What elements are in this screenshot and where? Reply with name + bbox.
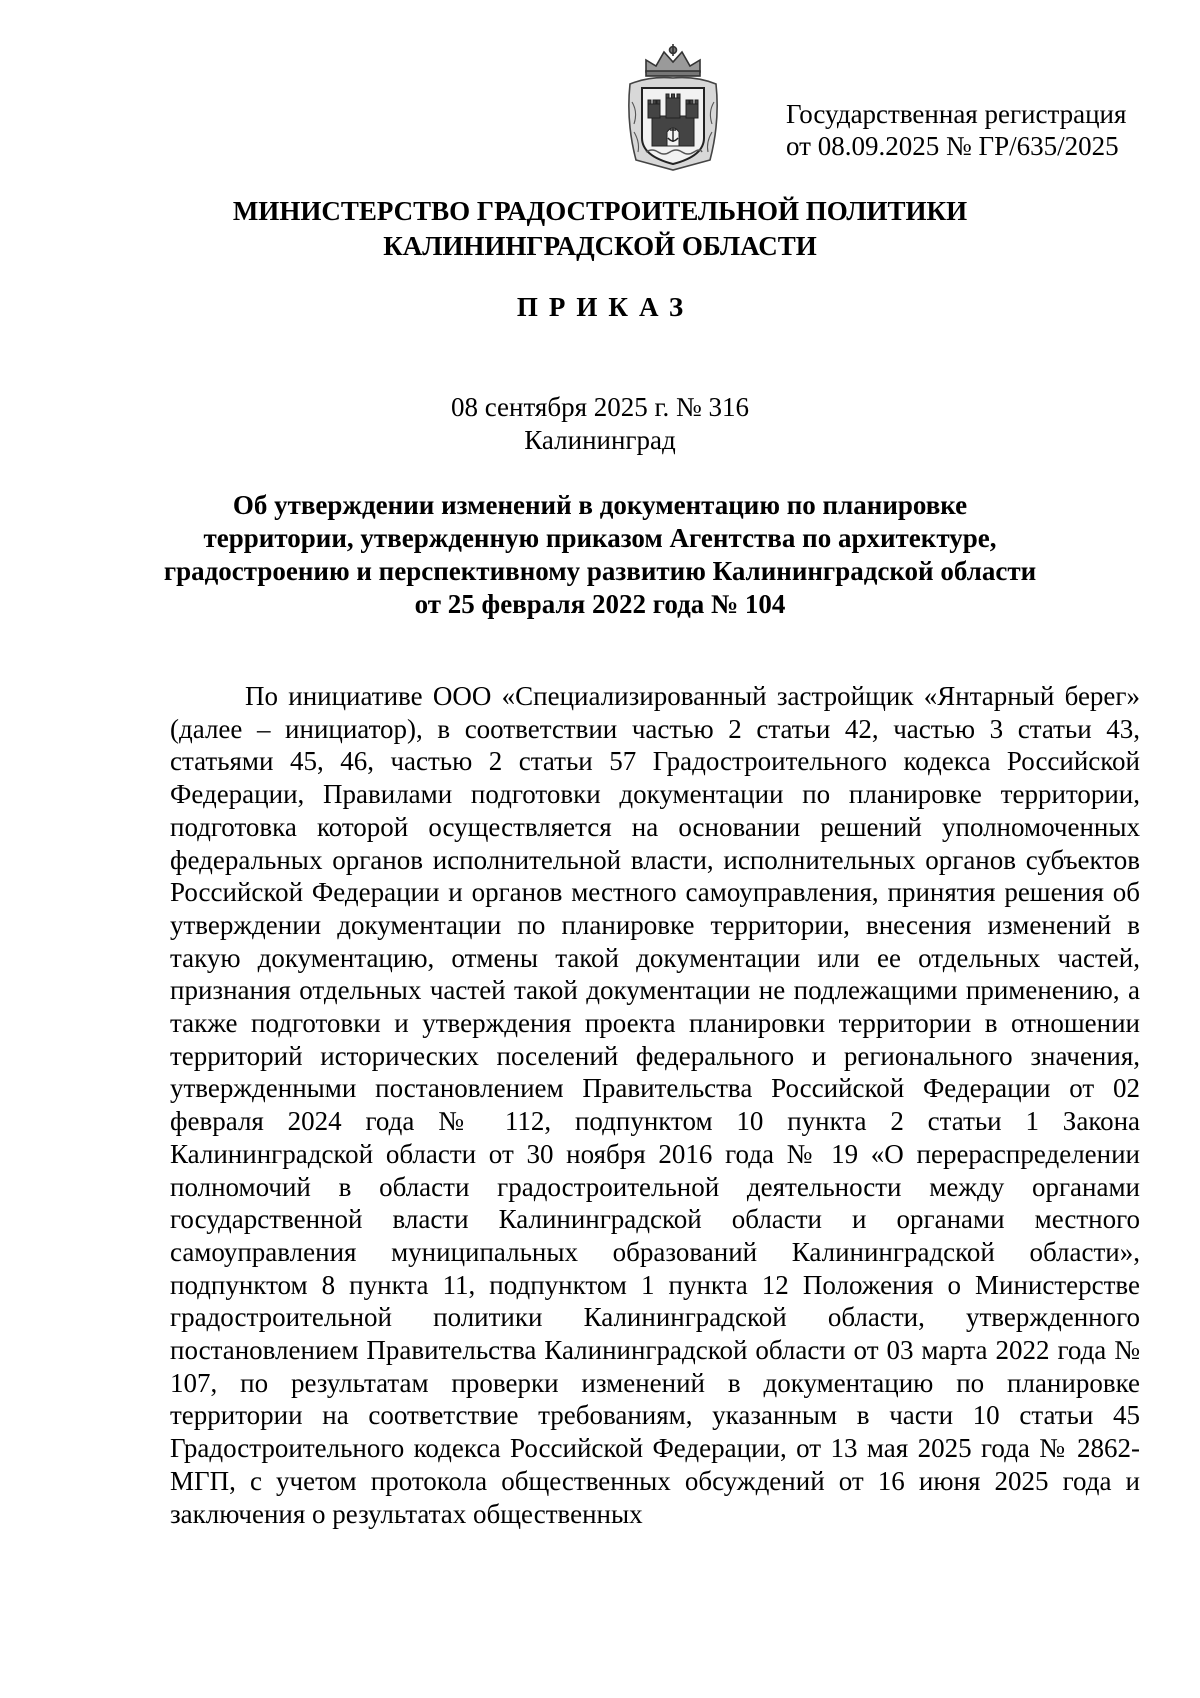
document-title-line3: градостроению и перспективному развитию Калининградской области <box>163 556 1037 586</box>
document-title-line2: территории, утвержденную приказом Агентства по архитектуре, <box>203 523 997 553</box>
registration-number: от 08.09.2025 № ГР/635/2025 <box>786 131 1119 161</box>
ministry-name-line2: КАЛИНИНГРАДСКОЙ ОБЛАСТИ <box>383 231 817 261</box>
registration-label: Государственная регистрация <box>786 99 1127 129</box>
ministry-name-line1: МИНИСТЕРСТВО ГРАДОСТРОИТЕЛЬНОЙ ПОЛИТИКИ <box>232 196 968 226</box>
body-paragraph: По инициативе ООО «Специализированный застройщик «Янтарный берег» (далее – инициатор), в соответствии частью 2 статьи 42, частью 3 статьи 43, статьями 45, 46, частью 2 статьи 57 Градостроительного кодекса Российской Федерации, Правилами подготовки документации по планировке территории, подготовка которой осуществляется на основании решений уполномоченных федеральных органов исполнительной власти, исполнительных органов субъектов Российской Федерации и органов местного самоуправления, принятия решения об утверждении документации по планировке территории, внесения изменений в такую документацию, отмены такой документации или ее отдельных частей, признания отдельных частей такой документации не подлежащими применению, а также подготовки и утверждения проекта планировки территории в отношении территорий исторических поселений федерального и регионального значения, утвержденными постановлением Правительства Российской Федерации от 02 февраля 2024 года № 112, подпунктом 10 пункта 2 статьи 1 Закона Калининградской области от 30 ноября 2016 года № 19 «О перераспределении полномочий в области градостроительной деятельности между органами государственной власти Калининградской области и органами местного самоуправления муниципальных образований Калининградской области», подпунктом 8 пункта 11, подпунктом 1 пункта 12 Положения о Министерстве градостроительной политики Калининградской области, утвержденного постановлением Правительства Калининградской области от 03 марта 2022 года № 107, по результатам проверки изменений в документацию по планировке территории на соответствие требованиям, указанным в части 10 статьи 45 Градостроительного кодекса Российской Федерации, от 13 мая 2025 года № 2862-МГП, с учетом протокола общественных обсуждений от 16 июня 2025 года и заключения о результатах общественных <box>170 681 1140 1529</box>
document-type-heading: ПРИКАЗ <box>516 292 695 322</box>
order-city: Калининград <box>524 425 676 455</box>
document-title-line1: Об утверждении изменений в документацию по планировке <box>232 490 968 520</box>
document-body <box>170 680 1140 1530</box>
document-title <box>0 489 1200 621</box>
coat-of-arms-icon <box>616 42 730 172</box>
order-date-number: 08 сентября 2025 г. № 316 <box>450 392 750 422</box>
document-title-line4: от 25 февраля 2022 года № 104 <box>414 589 786 619</box>
registration-stamp <box>786 98 1126 162</box>
order-date-block <box>0 391 1200 457</box>
ministry-name <box>0 194 1200 264</box>
